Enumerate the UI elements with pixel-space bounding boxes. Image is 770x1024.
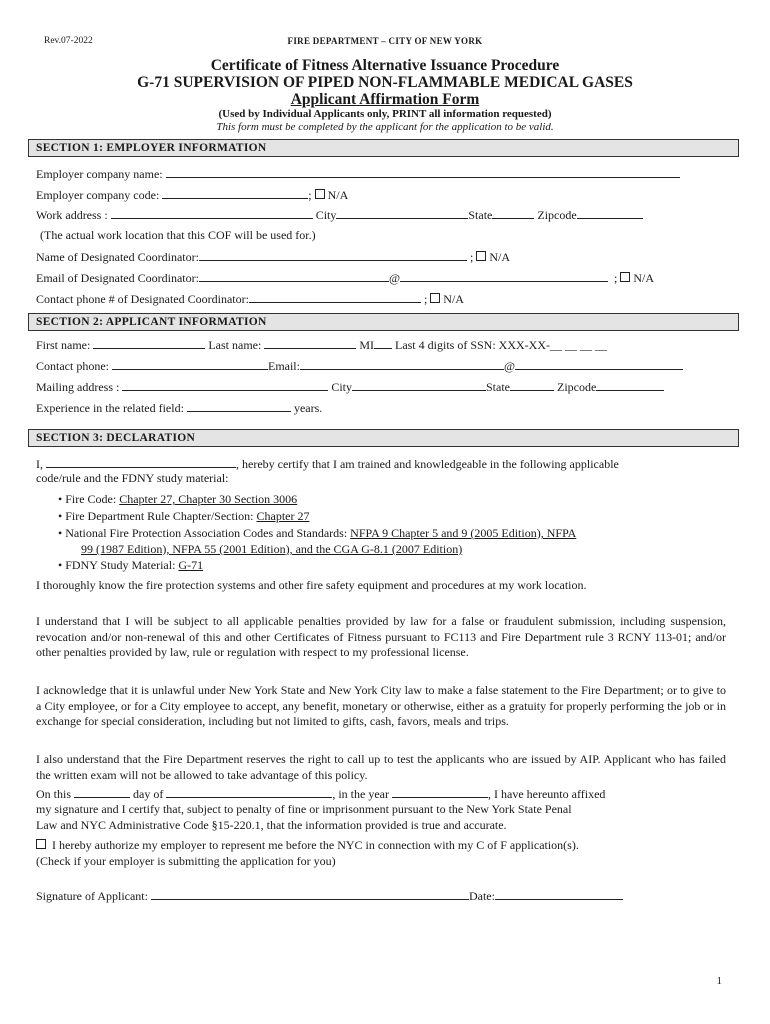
coordinator-email-na-checkbox[interactable] xyxy=(620,272,630,282)
signature-label: Signature of Applicant: xyxy=(36,889,148,903)
bullet-label: National Fire Protection Association Codes and Standards: xyxy=(65,526,348,540)
first-name-field[interactable] xyxy=(93,337,205,349)
coordinator-phone-row: Contact phone # of Designated Coordinator: ; N/A xyxy=(36,292,464,306)
date-field[interactable] xyxy=(495,888,623,900)
employer-name-row xyxy=(36,166,680,182)
coordinator-name-field[interactable] xyxy=(199,249,467,261)
usage-note: (Used by Individual Applicants only, PRINT all information requested) xyxy=(218,108,552,120)
paragraph-false-statement: I acknowledge that it is unlawful under New York State and New York City law to make a false statement to the Fire Department; or to give to a City employee, or for a City employee to accept, any benefit, monetary or otherwise, either as a gratuity for properly performing the job or in exchange for special consideration, including but not limited to gifts, cash, favors, meals and trips. xyxy=(36,683,726,728)
signature-row xyxy=(36,888,623,904)
na-label: N/A xyxy=(633,271,655,285)
first-name-label: First name: xyxy=(36,338,91,352)
work-address-label: Work address : xyxy=(36,208,108,222)
intro-start: I, xyxy=(36,457,43,471)
employer-name-label: Employer company name: xyxy=(36,167,163,181)
employer-name-field[interactable] xyxy=(166,166,680,178)
bullet-label: FDNY Study Material: xyxy=(65,558,176,572)
declaration-intro-line2: code/rule and the FDNY study material: xyxy=(36,471,229,485)
name-row xyxy=(36,337,607,353)
study-material-link[interactable]: G-71 xyxy=(178,558,204,572)
work-location-note: (The actual work location that this COF will be used for.) xyxy=(40,228,316,242)
affirmation-date-row xyxy=(36,786,605,802)
years-label: years. xyxy=(293,401,323,415)
revision-label: Rev.07-2022 xyxy=(44,36,93,46)
mailing-address-label: Mailing address : xyxy=(36,380,120,394)
work-city-label: City xyxy=(315,208,337,222)
penalty-statement-line2: Law and NYC Administrative Code §15-220.1, that the information provided is true and accurate. xyxy=(36,818,507,832)
bullet-study-material: • FDNY Study Material: G-71 xyxy=(58,558,204,572)
mailing-zipcode-field[interactable] xyxy=(596,379,664,391)
mailing-address-field[interactable] xyxy=(122,379,328,391)
authorize-row xyxy=(36,838,579,853)
nfpa-link[interactable]: NFPA 9 Chapter 5 and 9 (2005 Edition), NFPA xyxy=(350,526,577,540)
authorize-employer-checkbox[interactable] xyxy=(36,839,46,849)
validity-note: This form must be completed by the applicant for the application to be valid. xyxy=(216,121,554,133)
coordinator-email-domain-field[interactable] xyxy=(400,270,608,282)
section3-header: SECTION 3: DECLARATION xyxy=(28,429,739,447)
day-field[interactable] xyxy=(74,786,130,798)
at-sign: @ xyxy=(388,271,401,285)
form-subtitle-code: G-71 SUPERVISION OF PIPED NON-FLAMMABLE MEDICAL GASES xyxy=(137,74,633,91)
penalty-statement-line1: my signature and I certify that, subject to penalty of fine or imprisonment pursuant to the New York State Penal xyxy=(36,802,572,816)
work-city-field[interactable] xyxy=(336,207,468,219)
experience-row xyxy=(36,400,322,416)
paragraph-penalties: I understand that I will be subject to all applicable penalties provided by law for a false or fraudulent submission, including suspension, revocation and/or non-renewal of this and other Certificates of Fitness pursuant to FC113 and Fire Department rule 3 RCNY 113-01; and/or other penalties provided by law, rule or regulation with respect to my professional license. xyxy=(36,614,726,659)
coordinator-email-row: Email of Designated Coordinator: @ ; N/A xyxy=(36,271,655,285)
day-of-label: day of xyxy=(133,787,164,801)
email-label: Email: xyxy=(267,359,300,373)
email-domain-field[interactable] xyxy=(515,358,683,370)
mi-label: MI xyxy=(359,338,374,352)
paragraph-knowledge: I thoroughly know the fire protection systems and other fire safety equipment and procedures at my work location. xyxy=(36,578,587,592)
contact-phone-label: Contact phone: xyxy=(36,359,109,373)
intro-rest: , hereby certify that I am trained and knowledgeable in the following applicable xyxy=(236,457,619,471)
employer-code-label: Employer company code: xyxy=(36,188,160,202)
mailing-address-row xyxy=(36,379,664,395)
work-state-label: State xyxy=(468,208,493,222)
ssn-label: Last 4 digits of SSN: XXX-XX- xyxy=(394,338,550,352)
employer-code-row: Employer company code: ; N/A xyxy=(36,188,349,202)
work-zipcode-field[interactable] xyxy=(577,207,643,219)
nfpa-link-cont[interactable]: 99 (1987 Edition), NFPA 55 (2001 Edition), and the CGA G-8.1 (2007 Edition) xyxy=(81,542,463,556)
applicant-name-field[interactable] xyxy=(46,456,236,468)
form-title: Certificate of Fitness Alternative Issuance Procedure xyxy=(210,57,560,74)
bullet-label: Fire Department Rule Chapter/Section: xyxy=(65,509,254,523)
bullet-nfpa-cont xyxy=(81,542,462,558)
coordinator-name-row: Name of Designated Coordinator: ; N/A xyxy=(36,250,510,264)
contact-row xyxy=(36,358,683,374)
section2-header: SECTION 2: APPLICANT INFORMATION xyxy=(28,313,739,331)
department-header: FIRE DEPARTMENT – CITY OF NEW YORK xyxy=(287,36,483,46)
work-address-row xyxy=(36,207,643,223)
fire-rule-link[interactable]: Chapter 27 xyxy=(256,509,310,523)
mi-field[interactable] xyxy=(374,337,392,349)
ssn-field[interactable]: __ __ __ __ xyxy=(549,338,607,352)
employer-code-field[interactable] xyxy=(162,187,308,199)
date-label: Date: xyxy=(468,889,495,903)
na-label: N/A xyxy=(443,292,464,306)
year-field[interactable] xyxy=(392,786,488,798)
mailing-state-field[interactable] xyxy=(510,379,554,391)
bullet-label: Fire Code: xyxy=(65,492,117,506)
form-name: Applicant Affirmation Form xyxy=(290,91,480,108)
fire-code-link[interactable]: Chapter 27, Chapter 30 Section 3006 xyxy=(119,492,298,506)
coordinator-phone-label: Contact phone # of Designated Coordinator: xyxy=(36,292,249,306)
signature-field[interactable] xyxy=(151,888,469,900)
work-zipcode-label: Zipcode xyxy=(537,208,577,222)
work-address-field[interactable] xyxy=(111,207,313,219)
bullet-nfpa: • National Fire Protection Association Codes and Standards: NFPA 9 Chapter 5 and 9 (2005 Edition), NFPA xyxy=(58,526,577,540)
coordinator-email-user-field[interactable] xyxy=(199,270,389,282)
coordinator-name-na-checkbox[interactable] xyxy=(476,251,486,261)
month-field[interactable] xyxy=(166,786,332,798)
coordinator-name-label: Name of Designated Coordinator: xyxy=(36,250,199,264)
authorize-label: I hereby authorize my employer to represent me before the NYC in connection with my C of F application(s). xyxy=(52,838,579,852)
experience-label: Experience in the related field: xyxy=(36,401,184,415)
on-this-label: On this xyxy=(36,787,72,801)
na-label: N/A xyxy=(489,250,510,264)
page-number: 1 xyxy=(716,975,722,987)
bullet-fire-rule: • Fire Department Rule Chapter/Section: Chapter 27 xyxy=(58,509,310,523)
coordinator-email-label: Email of Designated Coordinator: xyxy=(36,271,199,285)
employer-code-na-checkbox[interactable] xyxy=(315,189,325,199)
mailing-state-label: State xyxy=(486,380,510,394)
declaration-intro xyxy=(36,456,619,472)
authorize-note: (Check if your employer is submitting the application for you) xyxy=(36,854,336,868)
paragraph-testing: I also understand that the Fire Department reserves the right to call up to test the applicants who are issued by AIP. Applicant who has failed the written exam will not be allowed to take advantage of this policy. xyxy=(36,752,726,782)
last-name-label: Last name: xyxy=(208,338,262,352)
contact-phone-field[interactable] xyxy=(112,358,268,370)
coordinator-phone-na-checkbox[interactable] xyxy=(430,293,440,303)
mailing-city-label: City xyxy=(331,380,352,394)
experience-field[interactable] xyxy=(187,400,291,412)
na-label: N/A xyxy=(327,188,349,202)
last-name-field[interactable] xyxy=(264,337,356,349)
mailing-city-field[interactable] xyxy=(352,379,486,391)
work-state-field[interactable] xyxy=(492,207,534,219)
coordinator-phone-field[interactable] xyxy=(249,291,421,303)
mailing-zipcode-label: Zipcode xyxy=(557,380,597,394)
at-sign: @ xyxy=(503,359,516,373)
section1-header: SECTION 1: EMPLOYER INFORMATION xyxy=(28,139,739,157)
bullet-fire-code: • Fire Code: Chapter 27, Chapter 30 Section 3006 xyxy=(58,492,298,506)
email-user-field[interactable] xyxy=(300,358,504,370)
in-the-year-label: , in the year xyxy=(332,787,389,801)
affixed-label: , I have hereunto affixed xyxy=(488,787,606,801)
